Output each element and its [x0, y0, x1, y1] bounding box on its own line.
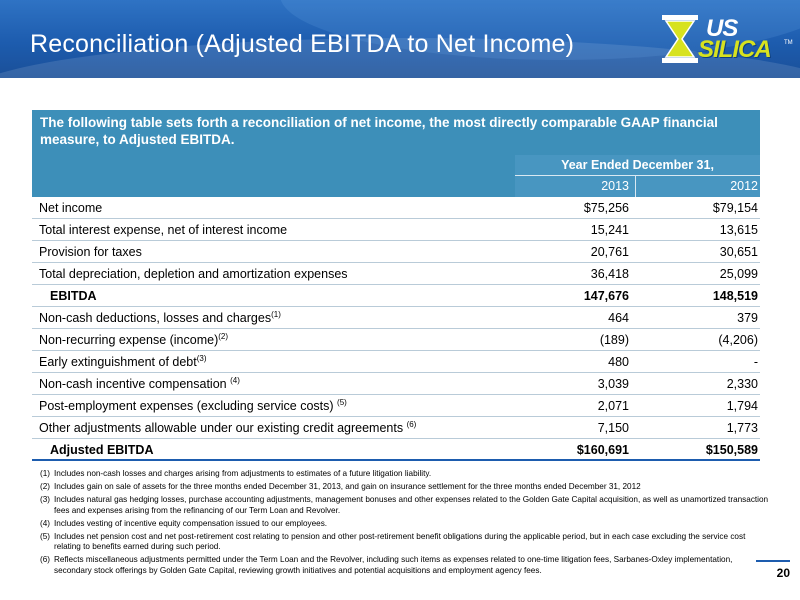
- row-label: [39, 197, 102, 219]
- footnote-number: (3): [40, 495, 51, 504]
- period-header: Year Ended December 31,: [515, 155, 760, 176]
- table-row: [32, 373, 760, 395]
- table-row: [32, 329, 760, 351]
- footnote-reference: (2): [218, 332, 229, 341]
- value-2013: 36,418: [590, 267, 629, 281]
- year-header-2013: 2013: [601, 179, 629, 193]
- value-2012: $150,589: [705, 443, 758, 457]
- value-2013: 147,676: [583, 289, 629, 303]
- footnote-text: Includes gain on sale of assets for the three months ended December 31, 2013, and gain on insurance settlement for the three months ended December 31, 2012: [54, 482, 641, 491]
- footnote-number: (4): [40, 518, 51, 528]
- footnote-item: [32, 555, 772, 576]
- footnote-text: Reflects miscellaneous adjustments permitted under the Term Loan and the Revolver, including such items as expenses related to one-time litigation fees, Sarbanes-Oxley implementation, secondary stock offerings by Golden Gate Capital, reviewing growth initiatives and potential acquisitions and employment agency fees.: [54, 555, 733, 575]
- footnote-text: Includes non-cash losses and charges arising from adjustments to estimates of a future litigation liability.: [54, 469, 432, 478]
- footnote-number: (6): [40, 555, 51, 564]
- reconciliation-table: [32, 197, 760, 461]
- logo-text-silica: SILICA: [698, 36, 771, 63]
- value-2012: 2,330: [726, 377, 758, 391]
- table-row: [32, 307, 760, 329]
- row-label: [39, 417, 416, 439]
- row-label-text: Other adjustments allowable under our existing credit agreements: [39, 421, 407, 435]
- footnotes: [32, 469, 772, 579]
- footnote-item: [32, 519, 772, 530]
- footnote-text: Includes vesting of incentive equity compensation issued to our employees.: [54, 518, 328, 528]
- year-header-2012: 2012: [635, 176, 760, 197]
- footnote-text: Includes natural gas hedging losses, purchase accounting adjustments, management bonuses and other expenses related to the Golden Gate Capital acquisition, as well as unamortized transaction fees and expenses arising from the refinancing of our Term Loan and Revolver.: [54, 495, 769, 515]
- table-row: [32, 351, 760, 373]
- value-2012: 379: [737, 311, 758, 325]
- value-2012: 30,651: [719, 245, 758, 259]
- row-label: [39, 351, 207, 373]
- table-intro-text: The following table sets forth a reconciliation of net income, the most directly comparable GAAP financial measure, to Adjusted EBITDA.: [32, 110, 760, 155]
- row-label: [39, 329, 228, 351]
- row-label-text: Non-cash incentive compensation: [39, 377, 231, 391]
- table-row: [32, 285, 760, 307]
- row-label: [39, 219, 287, 241]
- row-label-text: Non-cash deductions, losses and charges: [39, 311, 272, 325]
- table-row: [32, 219, 760, 241]
- value-2013: 3,039: [597, 377, 629, 391]
- footnote-text: Includes net pension cost and net post-retirement cost relating to pension and other post-retirement benefit obligations during the applicable period, but in each case excluding the service cost relating to benefits earned during such period.: [54, 531, 746, 551]
- value-2013: 7,150: [597, 421, 629, 435]
- row-label-text: Non-recurring expense (income): [39, 333, 219, 347]
- row-label-text: EBITDA: [50, 289, 97, 303]
- row-label: [39, 263, 348, 285]
- value-2012: (4,206): [718, 333, 758, 347]
- table-row: [32, 197, 760, 219]
- row-label-text: Early extinguishment of debt: [39, 355, 197, 369]
- row-label: [39, 395, 347, 417]
- row-label-text: Post-employment expenses (excluding service costs): [39, 399, 338, 413]
- row-label-text: Provision for taxes: [39, 245, 142, 259]
- footnote-item: [32, 482, 772, 493]
- row-label: [39, 307, 281, 329]
- slide-title: Reconciliation (Adjusted EBITDA to Net Income): [30, 30, 575, 58]
- table-row: [32, 263, 760, 285]
- footnote-item: [32, 495, 772, 516]
- row-label: [50, 439, 153, 461]
- value-2013: (189): [599, 333, 629, 347]
- value-2012: 1,794: [726, 399, 758, 413]
- logo-text-us: US: [706, 15, 738, 42]
- row-label: [39, 373, 240, 395]
- value-2012: -: [753, 355, 758, 369]
- value-2013: $160,691: [576, 443, 629, 457]
- value-2012: 13,615: [719, 223, 758, 237]
- footnote-item: [32, 532, 772, 553]
- slide-header: [0, 0, 800, 78]
- footnote-reference: (3): [196, 354, 207, 363]
- row-label-text: Adjusted EBITDA: [50, 443, 154, 457]
- footnote-number: (5): [40, 531, 51, 541]
- value-2013: 15,241: [590, 223, 629, 237]
- footnote-reference: (5): [337, 398, 347, 407]
- table-row: [32, 417, 760, 439]
- value-2012: 25,099: [719, 267, 758, 281]
- row-label-text: Total interest expense, net of interest income: [39, 223, 288, 237]
- row-label: [50, 285, 97, 307]
- value-2013: 464: [608, 311, 629, 325]
- footnote-reference: (1): [271, 310, 281, 319]
- page-number-rule: [756, 560, 790, 562]
- row-label-text: Total depreciation, depletion and amortization expenses: [39, 267, 348, 281]
- row-label-text: Net income: [39, 201, 103, 215]
- footnote-reference: (4): [230, 376, 240, 385]
- footnote-number: (1): [40, 469, 51, 478]
- row-label: [39, 241, 142, 263]
- footnote-reference: (6): [406, 420, 417, 429]
- page-number: 20: [776, 566, 790, 580]
- logo-trademark: TM: [784, 40, 793, 46]
- table-column-header: [32, 155, 760, 197]
- value-2013: $75,256: [583, 201, 629, 215]
- table-row: [32, 241, 760, 263]
- value-2013: 480: [608, 355, 629, 369]
- value-2013: 20,761: [590, 245, 629, 259]
- value-2012: $79,154: [712, 201, 758, 215]
- value-2012: 148,519: [712, 289, 758, 303]
- table-row: [32, 395, 760, 417]
- hourglass-icon: [660, 14, 700, 64]
- footnote-number: (2): [40, 482, 51, 491]
- value-2012: 1,773: [726, 421, 758, 435]
- company-logo: [656, 12, 792, 68]
- footnote-item: [32, 469, 772, 480]
- table-row: [32, 439, 760, 461]
- value-2013: 2,071: [597, 399, 629, 413]
